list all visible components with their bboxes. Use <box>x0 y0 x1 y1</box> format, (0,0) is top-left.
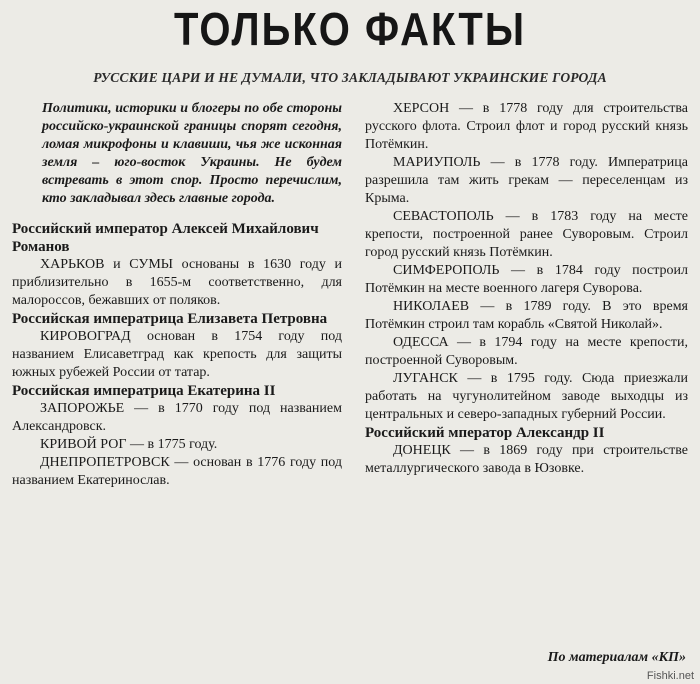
paragraph-simferopol: СИМФЕРОПОЛЬ — в 1784 году построил Потёмкин на месте военного лагеря Суворова. <box>365 263 688 296</box>
paragraph-donetsk: ДОНЕЦК — в 1869 году при строительстве металлургического завода в Юзовке. <box>365 443 688 476</box>
paragraph-lugansk: ЛУГАНСК — в 1795 году. Сюда приезжали работать на чугунолитейном заводе выходцы из центральных и северо-западных губерний России. <box>365 371 688 422</box>
paragraph-mariupol: МАРИУПОЛЬ — в 1778 году. Императрица разрешила там жить грекам — переселенцам из Крыма. <box>365 155 688 206</box>
source-credit: По материалам «КП» <box>547 650 686 665</box>
right-column <box>365 100 688 478</box>
paragraph-kherson: ХЕРСОН — в 1778 году для строительства русского флота. Строил флот и город русский князь Потёмкин. <box>365 101 688 152</box>
subheadline: РУССКИЕ ЦАРИ И НЕ ДУМАЛИ, ЧТО ЗАКЛАДЫВАЮТ УКРАИНСКИЕ ГОРОДА <box>93 70 607 85</box>
left-column <box>12 100 342 490</box>
intro-paragraph: Политики, историки и блогеры по обе стороны российско-украинской границы спорят сегодня, ломая микрофоны и клавиши, чья же исконная земля – юго-восток Украины. Не будем встревать в этот спор. Просто перечислим, кто закладывал здесь главные города. <box>42 101 342 206</box>
watermark: Fishki.net <box>646 670 694 682</box>
paragraph-kirovograd: КИРОВОГРАД основан в 1754 году под названием Елисаветград как крепость для защиты южных рубежей России от татар. <box>12 329 342 380</box>
ruler-heading-elizabeth: Российская императрица Елизавета Петровна <box>12 311 328 327</box>
headline: ТОЛЬКО ФАКТЫ <box>173 4 527 56</box>
ruler-heading-alexei: Российский император Алексей Михайлович Романов <box>12 221 319 255</box>
paragraph-kharkov-sumy: ХАРЬКОВ и СУМЫ основаны в 1630 году и приблизительно в 1655-м соответственно, для малороссов, бежавших от поляков. <box>12 257 342 308</box>
ruler-heading-catherine: Российская императрица Екатерина II <box>12 383 276 399</box>
paragraph-odessa: ОДЕССА — в 1794 году на месте крепости, построенной Суворовым. <box>365 335 688 368</box>
paragraph-krivoy-rog: КРИВОЙ РОГ — в 1775 году. <box>40 437 218 452</box>
ruler-heading-alexander: Российский мператор Александр II <box>365 425 605 441</box>
paragraph-nikolaev: НИКОЛАЕВ — в 1789 году. В это время Потёмкин строил там корабль «Святой Николай». <box>365 299 688 332</box>
paragraph-zaporozhye: ЗАПОРОЖЬЕ — в 1770 году под названием Александровск. <box>12 401 342 434</box>
paragraph-dnepropetrovsk: ДНЕПРОПЕТРОВСК — основан в 1776 году под названием Екатеринослав. <box>12 455 342 488</box>
paragraph-sevastopol: СЕВАСТОПОЛЬ — в 1783 году на месте крепости, построенной ранее Суворовым. Строил город русский князь Потёмкин. <box>365 209 688 260</box>
